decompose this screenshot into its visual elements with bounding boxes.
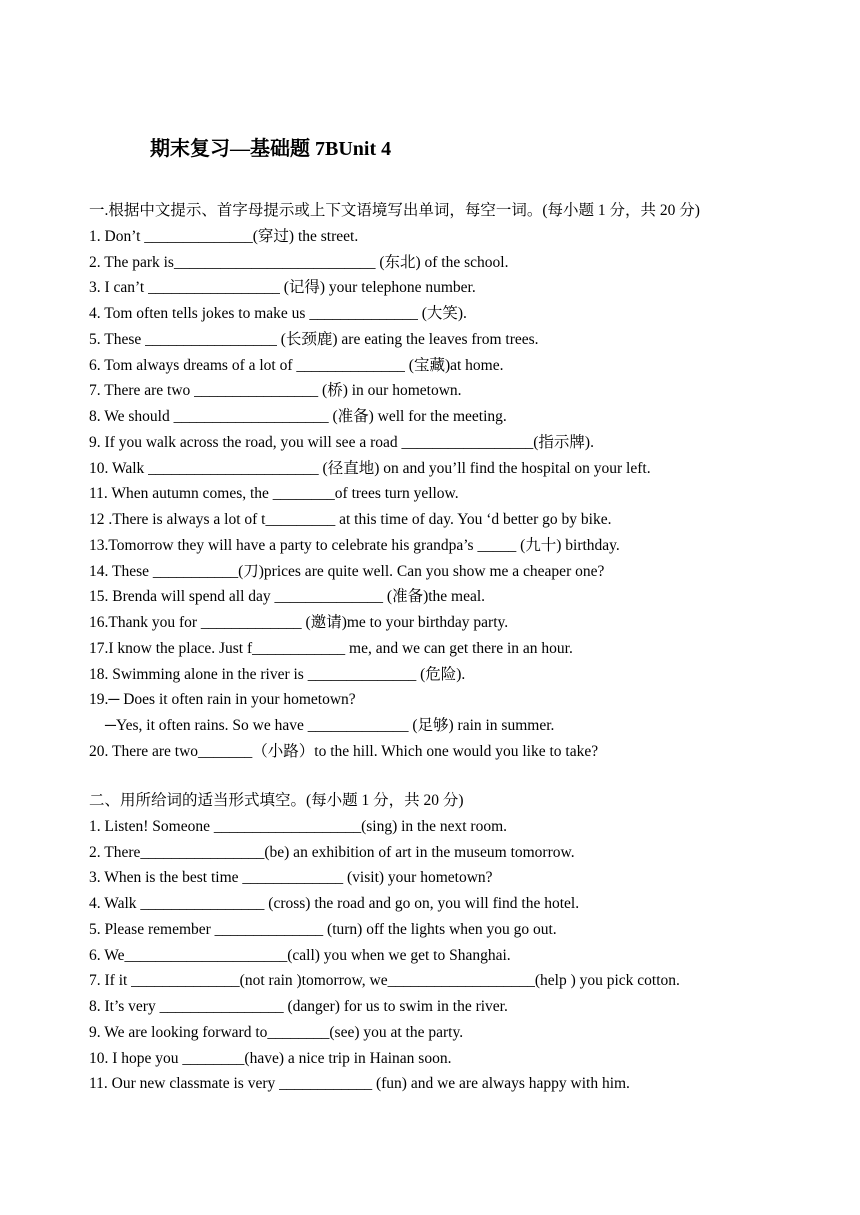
- question-line: 13.Tomorrow they will have a party to celebrate his grandpa’s _____ (九十) birthday.: [89, 536, 620, 554]
- question-line: 15. Brenda will spend all day ______________ (准备)the meal.: [89, 588, 486, 606]
- question-line: 10. I hope you ________(have) a nice trip in Hainan soon.: [89, 1049, 452, 1067]
- question-line: 17.I know the place. Just f____________ me, and we can get there in an hour.: [89, 639, 573, 657]
- question-line: 16.Thank you for _____________ (邀请)me to your birthday party.: [89, 614, 509, 631]
- question-line: 7. If it ______________(not rain )tomorrow, we___________________(help ) you pick cotton.: [89, 972, 680, 990]
- question-line: 8. We should ____________________ (准备) well for the meeting.: [89, 408, 507, 425]
- question-line: 11. When autumn comes, the ________of trees turn yellow.: [89, 485, 459, 503]
- question-line: 9. We are looking forward to________(see) you at the party.: [89, 1023, 464, 1041]
- section-2: [89, 788, 789, 1097]
- question-line: 1. Don’t ______________(穿过) the street.: [89, 227, 359, 245]
- section-1-heading: 一.根据中文提示、首字母提示或上下文语境写出单词，每空一词。(每小题 1 分，共 20 分): [89, 202, 700, 219]
- question-line: 3. I can’t _________________ (记得) your telephone number.: [89, 279, 476, 297]
- question-line: 9. If you walk across the road, you will see a road _________________(指示牌).: [89, 433, 594, 451]
- question-line: 6. We_____________________(call) you when we get to Shanghai.: [89, 946, 511, 964]
- question-line: 20. There are two_______（小路）to the hill. Which one would you like to take?: [89, 742, 599, 760]
- question-line: 3. When is the best time _____________ (visit) your hometown?: [89, 869, 493, 887]
- section-1: [89, 198, 789, 765]
- question-line: 2. There________________(be) an exhibition of art in the museum tomorrow.: [89, 843, 575, 861]
- question-line: 14. These ___________(刀)prices are quite well. Can you show me a cheaper one?: [89, 562, 605, 580]
- question-line: 4. Tom often tells jokes to make us ______________ (大笑).: [89, 305, 467, 322]
- question-line: 8. It’s very ________________ (danger) for us to swim in the river.: [89, 998, 508, 1015]
- question-line: 19.─ Does it often rain in your hometown?: [89, 691, 356, 709]
- question-line: 18. Swimming alone in the river is ______________ (危险).: [89, 665, 466, 683]
- question-line: 10. Walk ______________________ (径直地) on and you’ll find the hospital on your left.: [89, 459, 651, 477]
- question-line: 1. Listen! Someone ___________________(sing) in the next room.: [89, 817, 508, 835]
- page-title: 期末复习—基础题 7BUnit 4: [150, 138, 392, 160]
- question-line: 2. The park is__________________________ (东北) of the school.: [89, 253, 509, 271]
- question-line: 5. Please remember ______________ (turn) off the lights when you go out.: [89, 920, 557, 938]
- question-line: ─Yes, it often rains. So we have _____________ (足够) rain in summer.: [105, 717, 555, 734]
- question-line: 4. Walk ________________ (cross) the road and go on, you will find the hotel.: [89, 895, 580, 912]
- question-line: 12 .There is always a lot of t_________ at this time of day. You ‘d better go by bike.: [89, 511, 612, 528]
- question-line: 6. Tom always dreams of a lot of ______________ (宝藏)at home.: [89, 356, 504, 374]
- question-line: 5. These _________________ (长颈鹿) are eating the leaves from trees.: [89, 330, 539, 348]
- question-line: 11. Our new classmate is very ____________ (fun) and we are always happy with him.: [89, 1075, 630, 1093]
- section-2-heading: 二、用所给词的适当形式填空。(每小题 1 分，共 20 分): [89, 792, 464, 809]
- question-line: 7. There are two ________________ (桥) in our hometown.: [89, 382, 462, 400]
